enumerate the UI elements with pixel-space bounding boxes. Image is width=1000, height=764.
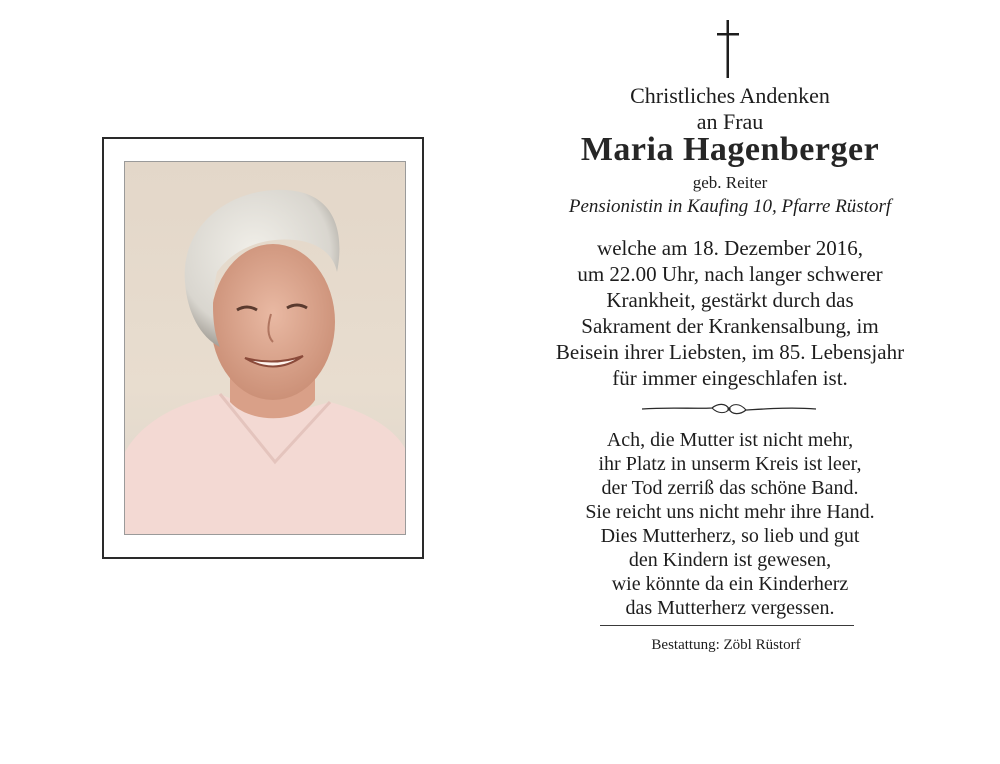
- ornament-divider-icon: [640, 400, 818, 418]
- cross-icon: [715, 20, 741, 78]
- deceased-name: Maria Hagenberger: [580, 131, 880, 168]
- funeral-home-credit: Bestattung: Zöbl Rüstorf: [651, 637, 801, 653]
- notice-line: Sakrament der Krankensalbung, im: [581, 314, 879, 338]
- heading-line-1: Christliches Andenken: [630, 83, 830, 108]
- poem-line: Dies Mutterherz, so lieb und gut: [600, 525, 860, 547]
- poem-line: den Kindern ist gewesen,: [628, 549, 832, 571]
- poem-line: der Tod zerriß das schöne Band.: [601, 477, 859, 499]
- notice-line: welche am 18. Dezember 2016,: [597, 236, 863, 260]
- poem-line: Ach, die Mutter ist nicht mehr,: [606, 429, 854, 451]
- notice-line: Krankheit, gestärkt durch das: [606, 288, 854, 312]
- notice-line: für immer eingeschlafen ist.: [612, 366, 848, 390]
- poem-line: Sie reicht uns nicht mehr ihre Hand.: [585, 501, 875, 523]
- photo-frame: [102, 137, 424, 559]
- notice-line: um 22.00 Uhr, nach langer schwerer: [577, 262, 883, 286]
- maiden-name: geb. Reiter: [692, 173, 768, 192]
- notice-line: Beisein ihrer Liebsten, im 85. Lebensjahr: [555, 340, 905, 364]
- poem-line: wie könnte da ein Kinderherz: [611, 573, 849, 595]
- heading-line-2: an Frau: [696, 109, 764, 134]
- occupation: Pensionistin in Kaufing 10, Pfarre Rüstorf: [568, 196, 892, 217]
- poem-line: ihr Platz in unserm Kreis ist leer,: [598, 453, 862, 475]
- portrait-photo: [124, 161, 406, 535]
- portrait-illustration: [125, 162, 406, 535]
- footer-rule: [600, 625, 854, 626]
- poem-line: das Mutterherz vergessen.: [625, 597, 835, 619]
